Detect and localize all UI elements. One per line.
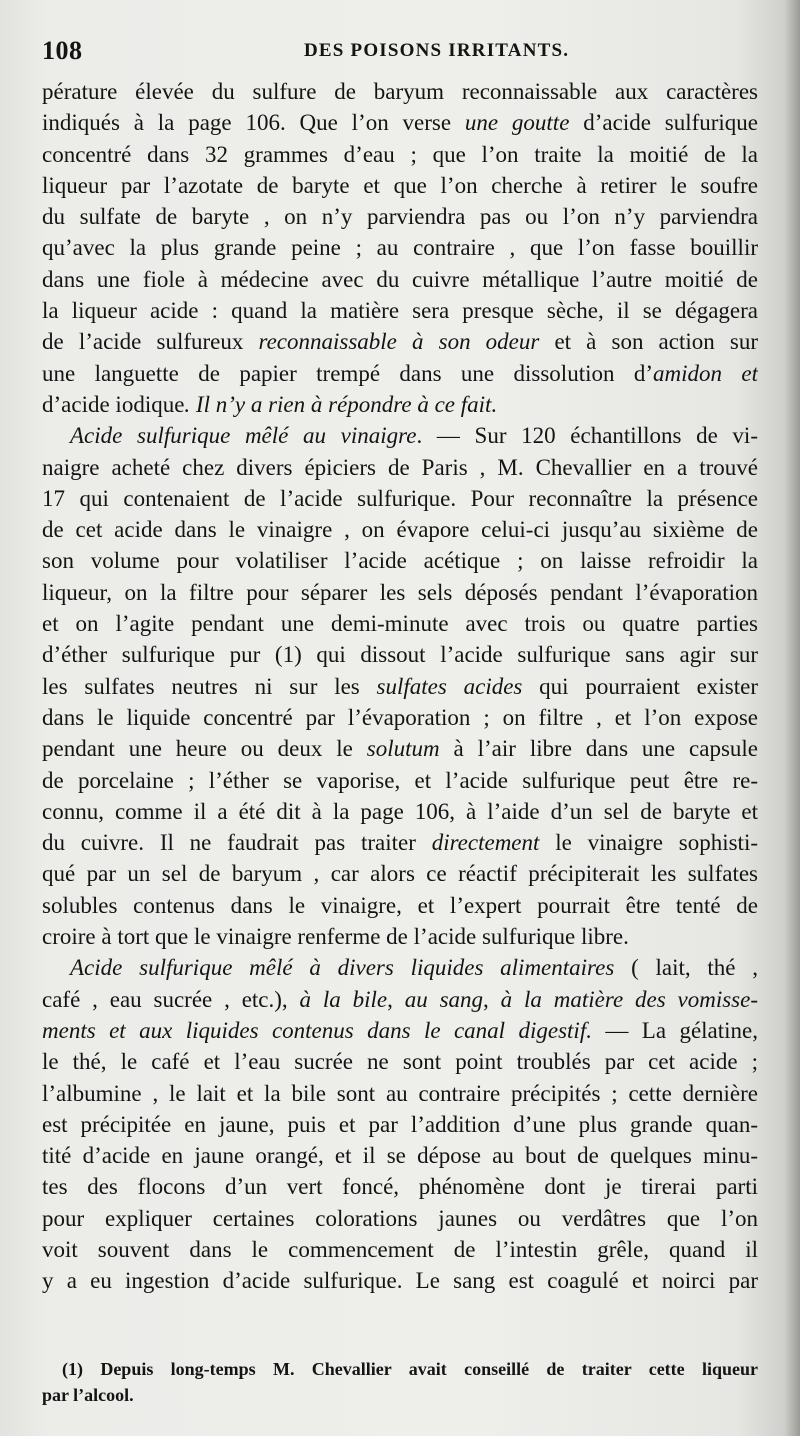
italic-phrase: une goutte (464, 110, 570, 136)
text-line (42, 1265, 758, 1296)
text-segment: du cuivre. Il ne faudrait pas traiter (42, 830, 432, 856)
text-segment: , (387, 986, 405, 1012)
text-segment: tes des flocons d’un vert foncé, phénomène dont je tirerai parti (42, 1174, 758, 1200)
text-line (42, 201, 758, 232)
italic-phrase: Acide sulfurique mêlé à divers liquides alimentaires (70, 955, 615, 981)
text-segment: une languette de papier trempé dans une dissolution d’ (42, 360, 654, 386)
body-text (42, 76, 758, 1297)
italic-phrase: à la matière des vomisse- (500, 986, 758, 1012)
italic-phrase: reconnaissable à son odeur (258, 329, 540, 355)
italic-phrase: amidon et (653, 360, 758, 386)
text-line (42, 796, 758, 827)
italic-phrase: Acide sulfurique mêlé au vinaigre (70, 423, 417, 449)
text-segment: concentré dans 32 grammes d’eau ; que l’on traite la moitié de la (42, 141, 758, 167)
footnote-line: (1) Depuis long-temps M. Chevallier avait conseillé de traiter cette liqueur (62, 1359, 758, 1379)
text-segment: pour expliquer certaines colorations jaunes ou verdâtres que l’on (42, 1205, 758, 1231)
text-line (42, 483, 758, 514)
text-line (42, 1203, 758, 1234)
text-segment: naigre acheté chez divers épiciers de Paris , M. Chevallier en a trouvé (42, 454, 758, 480)
text-segment: tité d’acide en jaune orangé, et il se dépose au bout de quelques minu- (42, 1143, 758, 1169)
text-segment: de cet acide dans le vinaigre , on évapore celui-ci jusqu’au sixième de (42, 517, 758, 543)
footnote (42, 1356, 758, 1408)
italic-phrase: directement (431, 830, 540, 856)
text-line (42, 264, 758, 295)
text-segment: à l’air libre dans une capsule (439, 736, 758, 762)
text-line (42, 639, 758, 670)
text-segment: de l’acide sulfureux (42, 329, 259, 355)
text-segment: liqueur par l’azotate de baryte et que l’on cherche à retirer le soufre (42, 172, 758, 198)
text-segment: café , eau sucrée , etc.), (42, 986, 300, 1012)
italic-phrase: sulfates acides (376, 673, 523, 699)
italic-phrase: ments et aux liquides contenus dans le canal digestif. (42, 1017, 592, 1043)
text-segment: de porcelaine ; l’éther se vaporise, et l’acide sulfurique peut être re- (42, 767, 758, 793)
italic-phrase: à la bile (299, 986, 388, 1012)
text-segment: pendant une heure ou deux le (42, 736, 367, 762)
page-header (42, 36, 758, 70)
text-line (42, 733, 758, 764)
text-segment: pérature élevée du sulfure de baryum reconnaissable aux caractères (42, 79, 758, 104)
text-line (42, 170, 758, 201)
text-segment: qui pourraient exister (522, 673, 758, 699)
text-segment: du sulfate de baryte , on n’y parviendra pas ou l’on n’y parviendra (42, 204, 758, 230)
text-line (42, 1109, 758, 1140)
text-segment: son volume pour volatiliser l’acide acétique ; on laisse refroidir la (42, 548, 758, 574)
text-segment: d’éther sulfurique pur (1) qui dissout l’acide sulfurique sans agir sur (42, 642, 758, 668)
text-line (42, 765, 758, 796)
text-line (42, 671, 758, 702)
text-line (42, 858, 758, 889)
text-segment: ( lait, thé , (614, 955, 758, 981)
text-segment: le thé, le café et l’eau sucrée ne sont point troublés par cet acide ; (42, 1049, 758, 1075)
text-line (42, 1046, 758, 1077)
text-line (42, 702, 758, 733)
page-number: 108 (42, 36, 83, 65)
text-segment: indiqués à la page 106. Que l’on verse (42, 110, 465, 136)
text-line (42, 921, 758, 952)
running-title: DES POISONS IRRITANTS. (304, 40, 570, 61)
text-segment: dans une fiole à médecine avec du cuivre métallique l’autre moitié de (42, 266, 758, 292)
text-segment: qué par un sel de baryum , car alors ce réactif précipiterait les sulfates (42, 861, 758, 887)
text-line (42, 952, 758, 983)
text-line (42, 107, 758, 138)
text-line (42, 139, 758, 170)
text-line (42, 420, 758, 451)
text-line (42, 1140, 758, 1171)
text-segment: la liqueur acide : quand la matière sera presque sèche, il se dégagera (42, 298, 758, 324)
text-segment: qu’avec la plus grande peine ; au contraire , que l’on fasse bouillir (42, 235, 758, 261)
text-line (42, 984, 758, 1015)
text-line (42, 232, 758, 263)
text-line (42, 608, 758, 639)
text-line (42, 827, 758, 858)
text-segment: dans le liquide concentré par l’évaporation ; on filtre , et l’on expose (42, 704, 758, 730)
text-segment: l’albumine , le lait et la bile sont au contraire précipités ; cette dernière (42, 1080, 758, 1106)
text-line (42, 1171, 758, 1202)
text-line (42, 326, 758, 357)
text-segment: le vinaigre sophisti- (539, 830, 758, 856)
text-segment: est précipitée en jaune, puis et par l’addition d’une plus grande quan- (42, 1111, 758, 1137)
text-line (42, 295, 758, 326)
text-line (42, 890, 758, 921)
text-segment: , (483, 986, 501, 1012)
text-line (42, 577, 758, 608)
text-segment: et à son action sur (539, 329, 758, 355)
text-segment: et on l’agite pendant une demi-minute avec trois ou quatre parties (42, 611, 758, 637)
text-line (42, 452, 758, 483)
text-segment: y a eu ingestion d’acide sulfurique. Le sang est coagulé et noirci par (42, 1268, 758, 1294)
italic-phrase: . Il n’y a rien à répondre à ce fait. (184, 391, 498, 417)
text-segment: — La gélatine, (591, 1017, 758, 1043)
text-segment: d’acide iodique (42, 391, 185, 417)
text-line (42, 358, 758, 389)
text-line (42, 1234, 758, 1265)
text-segment: 17 qui contenaient de l’acide sulfurique. Pour reconnaître la présence (42, 485, 758, 511)
text-line (42, 76, 758, 107)
text-line (42, 389, 758, 420)
text-line (42, 1078, 758, 1109)
text-segment: voit souvent dans le commencement de l’intestin grêle, quand il (42, 1236, 758, 1262)
footnote-line: par l’alcool. (42, 1385, 134, 1405)
text-segment: croire à tort que le vinaigre renferme de l’acide sulfurique libre. (42, 924, 629, 950)
text-line (42, 1015, 758, 1046)
text-line (42, 545, 758, 576)
italic-phrase: au sang (404, 986, 484, 1012)
text-segment: . — Sur 120 échantillons de vi- (416, 423, 758, 449)
text-segment: solubles contenus dans le vinaigre, et l’expert pourrait être tenté de (42, 892, 758, 918)
text-line (42, 514, 758, 545)
text-segment: d’acide sulfurique (569, 110, 758, 136)
italic-phrase: solutum (366, 736, 440, 762)
text-segment: connu, comme il a été dit à la page 106, à l’aide d’un sel de baryte et (42, 798, 758, 824)
text-segment: les sulfates neutres ni sur les (42, 673, 377, 699)
text-segment: liqueur, on la filtre pour séparer les sels déposés pendant l’évaporation (42, 579, 758, 605)
